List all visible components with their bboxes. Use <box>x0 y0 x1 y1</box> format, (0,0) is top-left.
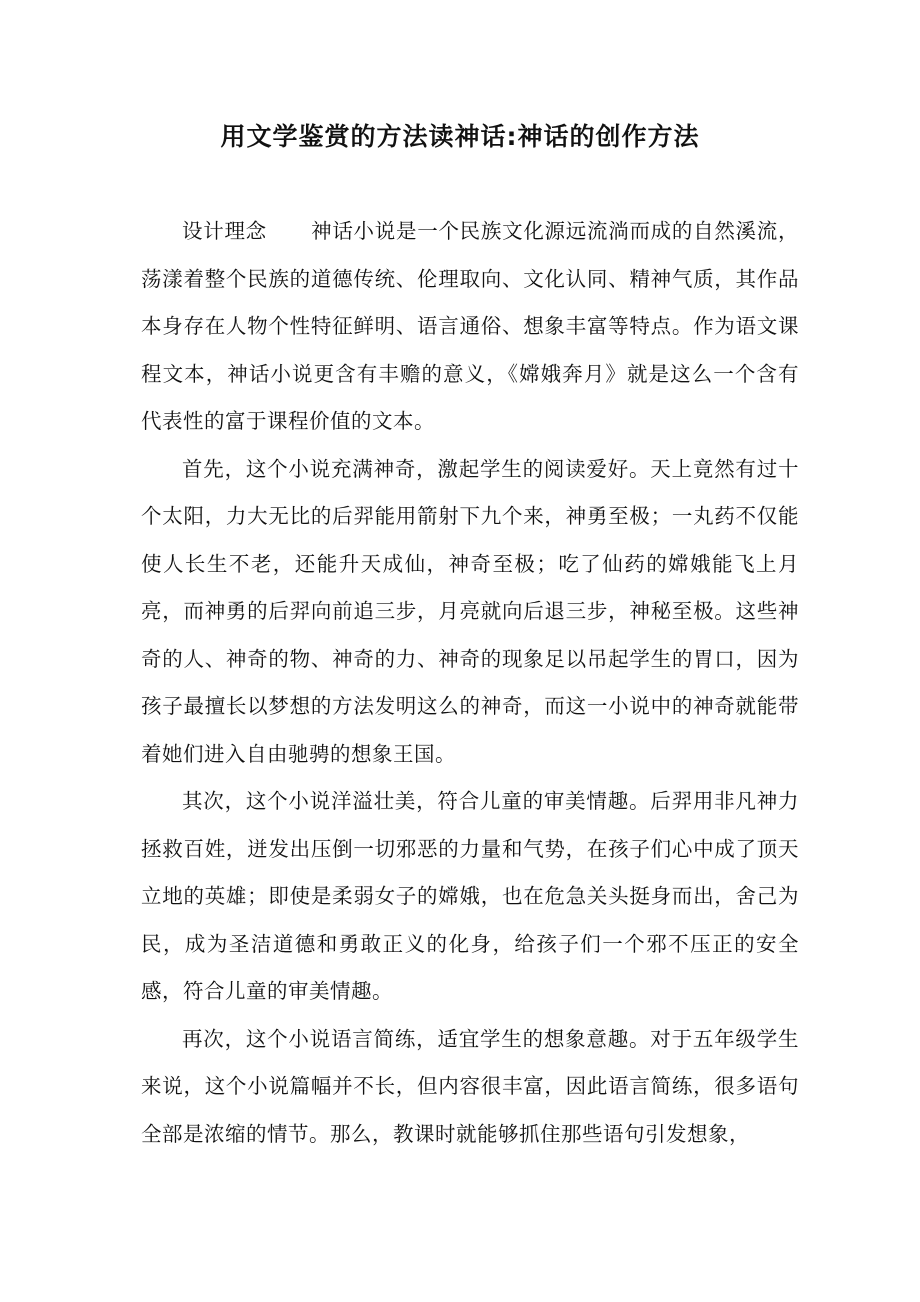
document-title: 用文学鉴赏的方法读神话:神话的创作方法 <box>220 122 700 151</box>
paragraph-first: 首先，这个小说充满神奇，激起学生的阅读爱好。天上竟然有过十个太阳，力大无比的后羿能用箭射下九个来，神勇至极；一丸药不仅能使人长生不老，还能升天成仙，神奇至极；吃了仙药的嫦娥能飞上月亮，而神勇的后羿向前追三步，月亮就向后退三步，神秘至极。这些神奇的人、神奇的物、神奇的力、神奇的现象足以吊起学生的胃口，因为孩子最擅长以梦想的方法发明这么的神奇，而这一小说中的神奇就能带着她们进入自由驰骋的想象王国。 <box>141 456 799 766</box>
document-body <box>141 208 799 1158</box>
paragraph-second: 其次，这个小说洋溢壮美，符合儿童的审美情趣。后羿用非凡神力拯救百姓，迸发出压倒一切邪恶的力量和气势，在孩子们心中成了顶天立地的英雄；即使是柔弱女子的嫦娥，也在危急关头挺身而出，舍己为民，成为圣洁道德和勇敢正义的化身，给孩子们一个邪不压正的安全感，符合儿童的审美情趣。 <box>141 789 799 1003</box>
paragraph-text: 神话小说是一个民族文化源远流淌而成的自然溪流，荡漾着整个民族的道德传统、伦理取向、文化认同、精神气质，其作品本身存在人物个性特征鲜明、语言通俗、想象丰富等特点。作为语文课程文本，神话小说更含有丰赡的意义，《嫦娥奔月》就是这么一个含有代表性的富于课程价值的文本。 <box>141 219 800 433</box>
paragraph-design-concept <box>141 208 799 446</box>
paragraph-lead-label: 设计理念 <box>182 219 267 243</box>
paragraph-third: 再次，这个小说语言简练，适宜学生的想象意趣。对于五年级学生来说，这个小说篇幅并不长，但内容很丰富，因此语言简练，很多语句全部是浓缩的情节。那么，教课时就能够抓住那些语句引发想象， <box>141 1026 799 1146</box>
